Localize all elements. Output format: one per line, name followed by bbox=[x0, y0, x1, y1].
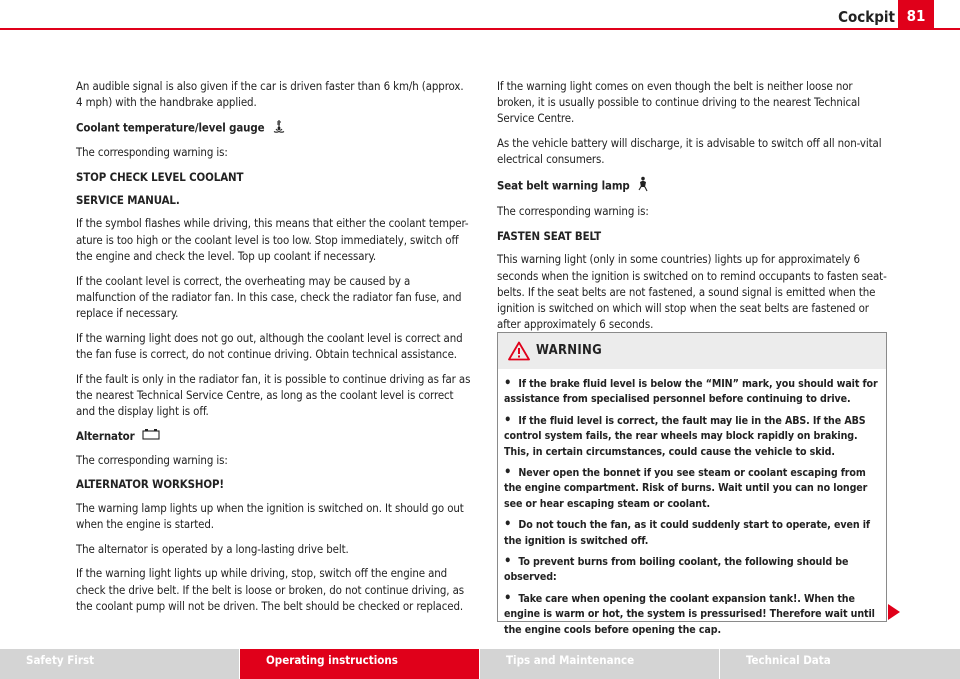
coolant-gauge-icon bbox=[272, 119, 286, 137]
heading-text: Seat belt warning lamp bbox=[497, 178, 630, 193]
footer-nav bbox=[0, 649, 960, 679]
paragraph: The alternator is operated by a long-lasting drive belt. bbox=[76, 541, 349, 556]
list-item: • Do not touch the fan, as it could suddenly start to operate, even if the ignition is switched off. bbox=[504, 517, 870, 547]
seat-belt-icon bbox=[637, 176, 649, 196]
warning-message: SERVICE MANUAL. bbox=[76, 193, 180, 208]
paragraph: The corresponding warning is: bbox=[76, 452, 228, 467]
page-header bbox=[0, 0, 960, 36]
warning-triangle-icon bbox=[508, 341, 530, 365]
heading-text: Alternator bbox=[76, 429, 135, 444]
heading-alternator bbox=[76, 428, 472, 445]
paragraph: If the warning light lights up while driving, stop, switch off the engine and check the drive belt. If the belt is loose or broken, do not continue driving, as the coolant pump will not be driven. The belt should be checked or replaced. bbox=[76, 566, 465, 613]
paragraph: If the symbol flashes while driving, this means that either the coolant temper-ature is too high or the coolant level is too low. Stop immediately, switch off the engine and check the level. Top up coolant if necessary. bbox=[76, 216, 469, 263]
tab-tips-and-maintenance[interactable]: Tips and Maintenance bbox=[480, 649, 720, 679]
warning-message: STOP CHECK LEVEL COOLANT bbox=[76, 170, 244, 184]
right-column bbox=[497, 78, 889, 341]
heading-text: Coolant temperature/level gauge bbox=[76, 120, 265, 135]
warning-message: ALTERNATOR WORKSHOP! bbox=[76, 477, 224, 492]
warning-box bbox=[497, 332, 887, 636]
paragraph: If the warning light comes on even though the belt is neither loose nor broken, it is usually possible to continue driving to the nearest Technical Service Centre. bbox=[497, 79, 860, 126]
list-item: • Take care when opening the coolant expansion tank!. When the engine is warm or hot, the system is pressurised! Therefore wait until the engine cools before opening the cap. bbox=[504, 590, 875, 636]
paragraph: An audible signal is also given if the car is driven faster than 6 km/h (approx. 4 mph) with the handbrake applied. bbox=[76, 79, 464, 110]
warning-box-title: WARNING bbox=[536, 343, 603, 358]
list-item: • To prevent burns from boiling coolant, the following should be observed: bbox=[504, 554, 849, 584]
heading-seatbelt bbox=[497, 176, 889, 196]
tab-operating-instructions[interactable]: Operating instructions bbox=[240, 649, 480, 679]
paragraph: The corresponding warning is: bbox=[76, 145, 228, 160]
section-title: Cockpit bbox=[838, 8, 895, 26]
warning-list bbox=[498, 369, 886, 638]
list-item: • If the brake fluid level is below the “MIN” mark, you should wait for assistance from specialised personnel before continuing to drive. bbox=[504, 376, 878, 406]
page-number: 81 bbox=[898, 0, 934, 29]
warning-message: FASTEN SEAT BELT bbox=[497, 229, 601, 244]
paragraph: As the vehicle battery will discharge, it is advisable to switch off all non-vital electrical consumers. bbox=[497, 136, 882, 167]
paragraph: This warning light (only in some countries) lights up for approximately 6 seconds when the ignition is switched on to remind occupants to fasten seat-belts. If the seat belts are not fastened, a sound signal is emitted when the ignition is switched on which will stop when the seat belts are fastened or after approximately 6 seconds. bbox=[497, 252, 887, 332]
paragraph: If the fault is only in the radiator fan, it is possible to continue driving as far as the nearest Technical Service Centre, as long as the coolant level is correct and the display light is off. bbox=[76, 371, 471, 419]
paragraph: If the warning light does not go out, although the coolant level is correct and the fan fuse is correct, do not continue driving. Obtain technical assistance. bbox=[76, 330, 463, 362]
next-page-arrow-icon[interactable] bbox=[888, 604, 900, 620]
tab-safety-first[interactable]: Safety First bbox=[0, 649, 240, 679]
tab-technical-data[interactable]: Technical Data bbox=[720, 649, 960, 679]
warning-box-header bbox=[498, 333, 886, 369]
heading-coolant bbox=[76, 119, 472, 137]
header-rule bbox=[0, 28, 960, 30]
list-item: • Never open the bonnet if you see steam or coolant escaping from the engine compartment. Risk of burns. Wait until you can no longer see or hear escaping steam or coolant. bbox=[504, 465, 868, 510]
paragraph: The warning lamp lights up when the ignition is switched on. It should go out when the engine is started. bbox=[76, 500, 464, 531]
paragraph: If the coolant level is correct, the overheating may be caused by a malfunction of the radiator fan. In this case, check the radiator fan fuse, and replace if necessary. bbox=[76, 273, 462, 321]
alternator-battery-icon bbox=[142, 428, 160, 444]
left-column bbox=[76, 78, 472, 623]
paragraph: The corresponding warning is: bbox=[497, 204, 649, 219]
list-item: • If the fluid level is correct, the fault may lie in the ABS. If the ABS control system fails, the rear wheels may block rapidly on braking. This, in certain circumstances, could cause the vehicle to skid. bbox=[504, 412, 866, 458]
